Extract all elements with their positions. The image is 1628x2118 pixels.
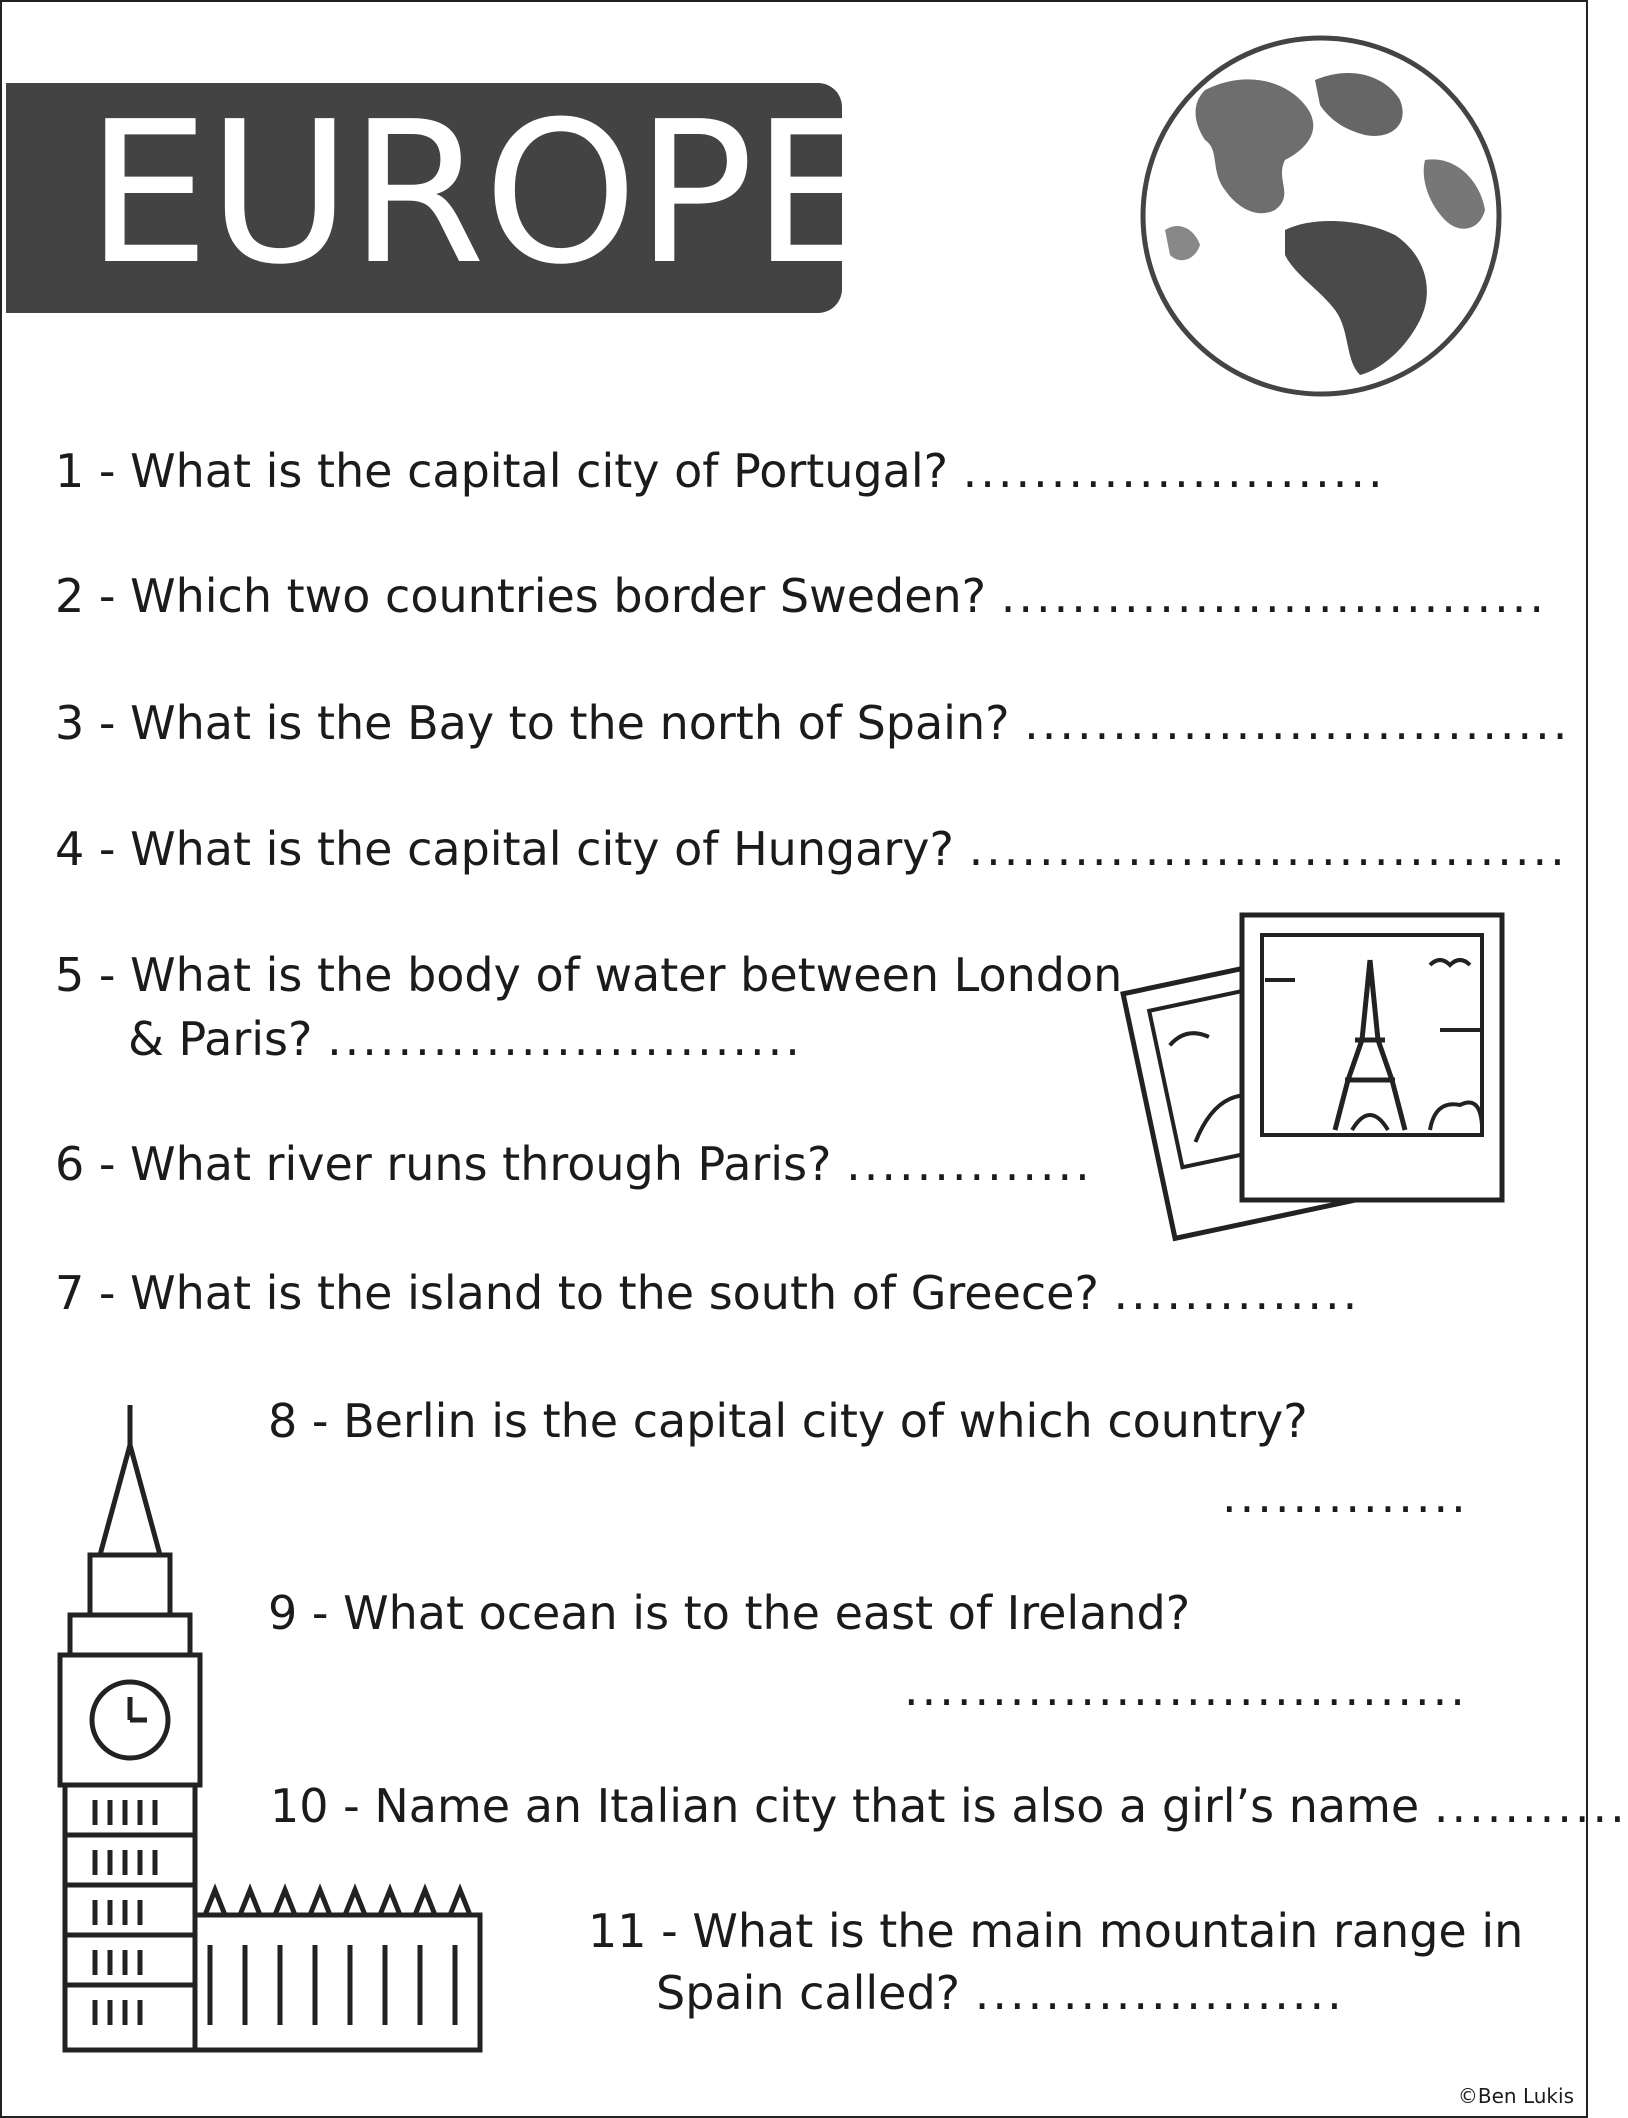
question-7: 7 - What is the island to the south of Greece? .............. xyxy=(55,1266,1361,1320)
question-8: 8 - Berlin is the capital city of which country? xyxy=(268,1394,1308,1448)
question-5-continued: & Paris? ........................... xyxy=(128,1012,803,1066)
question-5: 5 - What is the body of water between London xyxy=(55,948,1123,1002)
question-8-answer-line: .............. xyxy=(1222,1469,1469,1523)
photos-eiffel-icon xyxy=(1130,910,1515,1250)
page-title: EUROPE xyxy=(86,80,874,308)
big-ben-icon xyxy=(55,1405,485,2055)
question-9-answer-line: ................................ xyxy=(904,1662,1468,1716)
question-6: 6 - What river runs through Paris? .............. xyxy=(55,1137,1093,1191)
question-2: 2 - Which two countries border Sweden? ............................... xyxy=(55,569,1547,623)
question-3: 3 - What is the Bay to the north of Spain? ............................... xyxy=(55,696,1571,750)
question-11-continued: Spain called? ..................... xyxy=(656,1966,1345,2020)
question-4: 4 - What is the capital city of Hungary? .................................. xyxy=(55,822,1568,876)
question-10: 10 - Name an Italian city that is also a girl’s name ........... xyxy=(270,1779,1628,1833)
question-9: 9 - What ocean is to the east of Ireland? xyxy=(268,1586,1191,1640)
question-11: 11 - What is the main mountain range in xyxy=(588,1904,1524,1958)
question-1: 1 - What is the capital city of Portugal? ........................ xyxy=(55,444,1386,498)
globe-icon xyxy=(1135,30,1507,402)
credit-text: ©Ben Lukis xyxy=(1457,2084,1574,2108)
